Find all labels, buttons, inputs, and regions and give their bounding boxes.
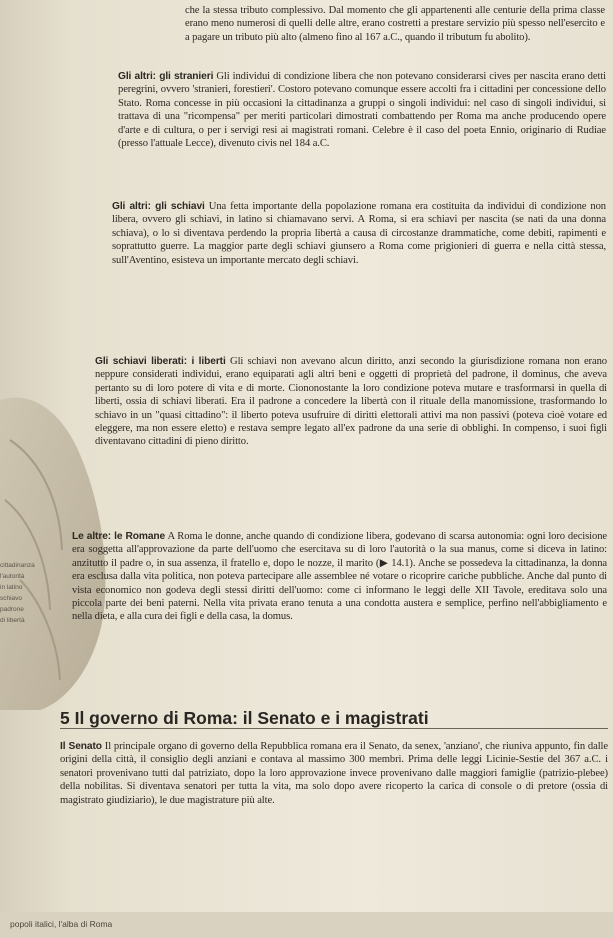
- caption-line: di libertà: [0, 617, 25, 624]
- caption-line: schiavo: [0, 595, 23, 602]
- intro-text: che la stessa tributo complessivo. Dal momento che gli appartenenti alle centurie della prima classe erano meno numerosi di quelli delle altre, erano costretti a prestare servizio più spesso nell'esercito e a pagare un tributo più alto (almeno fino al 167 a.C., quando il tributum fu abolito).: [185, 5, 605, 43]
- section-heading: 5 Il governo di Roma: il Senato e i magistrati: [60, 708, 429, 728]
- caption-line: l'autorità: [0, 573, 25, 580]
- caption-line: padrone: [0, 606, 24, 613]
- section-romane: [72, 530, 607, 624]
- section-text: A Roma le donne, anche quando di condizione libera, godevano di scarsa autonomia: ogni loro decisione era soggetta all'approvazione da parte dell'uomo che esercitava su di loro l'autorità o la sua manus, come si diceva in latino: anzitutto il padre o, in sua assenza, il fratello e, dopo le nozze, il marito (▶ 14.1). Anche se possedeva la cittadinanza, la donna era esclusa dalla vita politica, non poteva partecipare alle assemblee né votare o ricoprire cariche pubbliche. Anche dal punto di vista economico non godeva degli stessi diritti dell'uomo: come ci informano le leggi delle XII Tavole, ereditava solo una piccola parte dei beni paterni. Nella vita privata erano tenuta a una condotta austera e semplice, perfino nell'abbigliamento e nella dieta, e alla cura dei figli e della casa, la domus.: [72, 531, 608, 623]
- section-lead: Gli altri: gli stranieri: [118, 71, 214, 82]
- section-lead: Gli altri: gli schiavi: [112, 201, 205, 212]
- section-schiavi: [112, 200, 606, 267]
- caption-line: in latino: [0, 584, 23, 591]
- caption-line: cittadinanza: [0, 562, 35, 569]
- side-caption: [0, 560, 62, 680]
- section-text: Gli individui di condizione libera che non potevano considerarsi cives per nascita erano detti peregrini, ovvero 'stranieri, forestieri'. Costoro potevano comunque essere accolti fra i cittadini per concessione dello Stato. Roma concesse in più occasioni la cittadinanza a gruppi o singoli individui: nel caso di singoli individui, si trattava di una "ricompensa" per meriti particolari dimostrati combattendo per Roma ma anche producendo opere d'arte e di cultura, o per i servigi resi ai magistrati romani. Celebre è il caso del poeta Ennio, originario di Rudiae (presso l'attuale Lecce), divenuto civis nel 184 a.C.: [118, 71, 607, 150]
- section-liberti: [95, 355, 607, 449]
- section-lead: Gli schiavi liberati: i liberti: [95, 356, 226, 367]
- intro-paragraph: [185, 4, 605, 44]
- senato-text: Il principale organo di governo della Repubblica romana era il Senato, da senex, 'anziano', che riuniva appunto, fin dalle origini della città, il consiglio degli anziani e contava al massimo 300 membri. Prima delle leggi Licinie-Sestie del 367 a.C. i senatori provenivano tutti dal patriziato, dopo la loro approvazione invece provenivano dalle maggiori famiglie (patrizio-plebee) della nobilitas. Si diventava senatori per tutta la vita, ma solo dopo avere ricoperto la carica di console o di pretore (ossia di magistrato giudiziario), le due magistrature più alte.: [60, 741, 608, 806]
- section-stranieri: [118, 70, 606, 150]
- page-footer: [0, 912, 613, 938]
- section-text: Gli schiavi non avevano alcun diritto, anzi secondo la giurisdizione romana non erano neppure considerati individui, erano equiparati agli altri beni e oggetti di proprietà del padrone, il dominus, che aveva pertanto su di loro potere di vita e di morte. Ciononostante la loro condizione poteva mutare e trasformarsi in quella di liberti, ossia di schiavi liberati. Era il padrone a concedere la libertà con il rituale della manomissione, trasformando lo schiavo in un "quasi cittadino": il liberto poteva usufruire di diritti elettorali attivi ma non passivi (poteva cioè votare ed eleggere, ma non essere eletto) e restava sempre legato all'ex padrone da una serie di obblighi. In compenso, i suoi figli diventavano cittadini di pieno diritto.: [95, 356, 607, 448]
- section-text: Una fetta importante della popolazione romana era costituita da individui di condizione non libera, ovvero gli schiavi, in latino si chiamavano servi. A Roma, si era schiavi per nascita (se nati da una donna schiava), o lo si diventava perdendo la propria libertà a causa di circostanze drammatiche, come debiti, rapimenti e soprattutto guerre. La maggior parte degli schiavi giunsero a Roma come prigionieri di guerra e nella città stessa, sull'Aventino, esisteva un importante mercato degli schiavi.: [112, 201, 606, 266]
- heading-rule: [60, 728, 608, 729]
- section-lead: Le altre: le Romane: [72, 531, 166, 542]
- senato-lead: Il Senato: [60, 741, 102, 752]
- senato-paragraph: [60, 740, 608, 807]
- footer-text: popoli italici, l'alba di Roma: [10, 919, 113, 929]
